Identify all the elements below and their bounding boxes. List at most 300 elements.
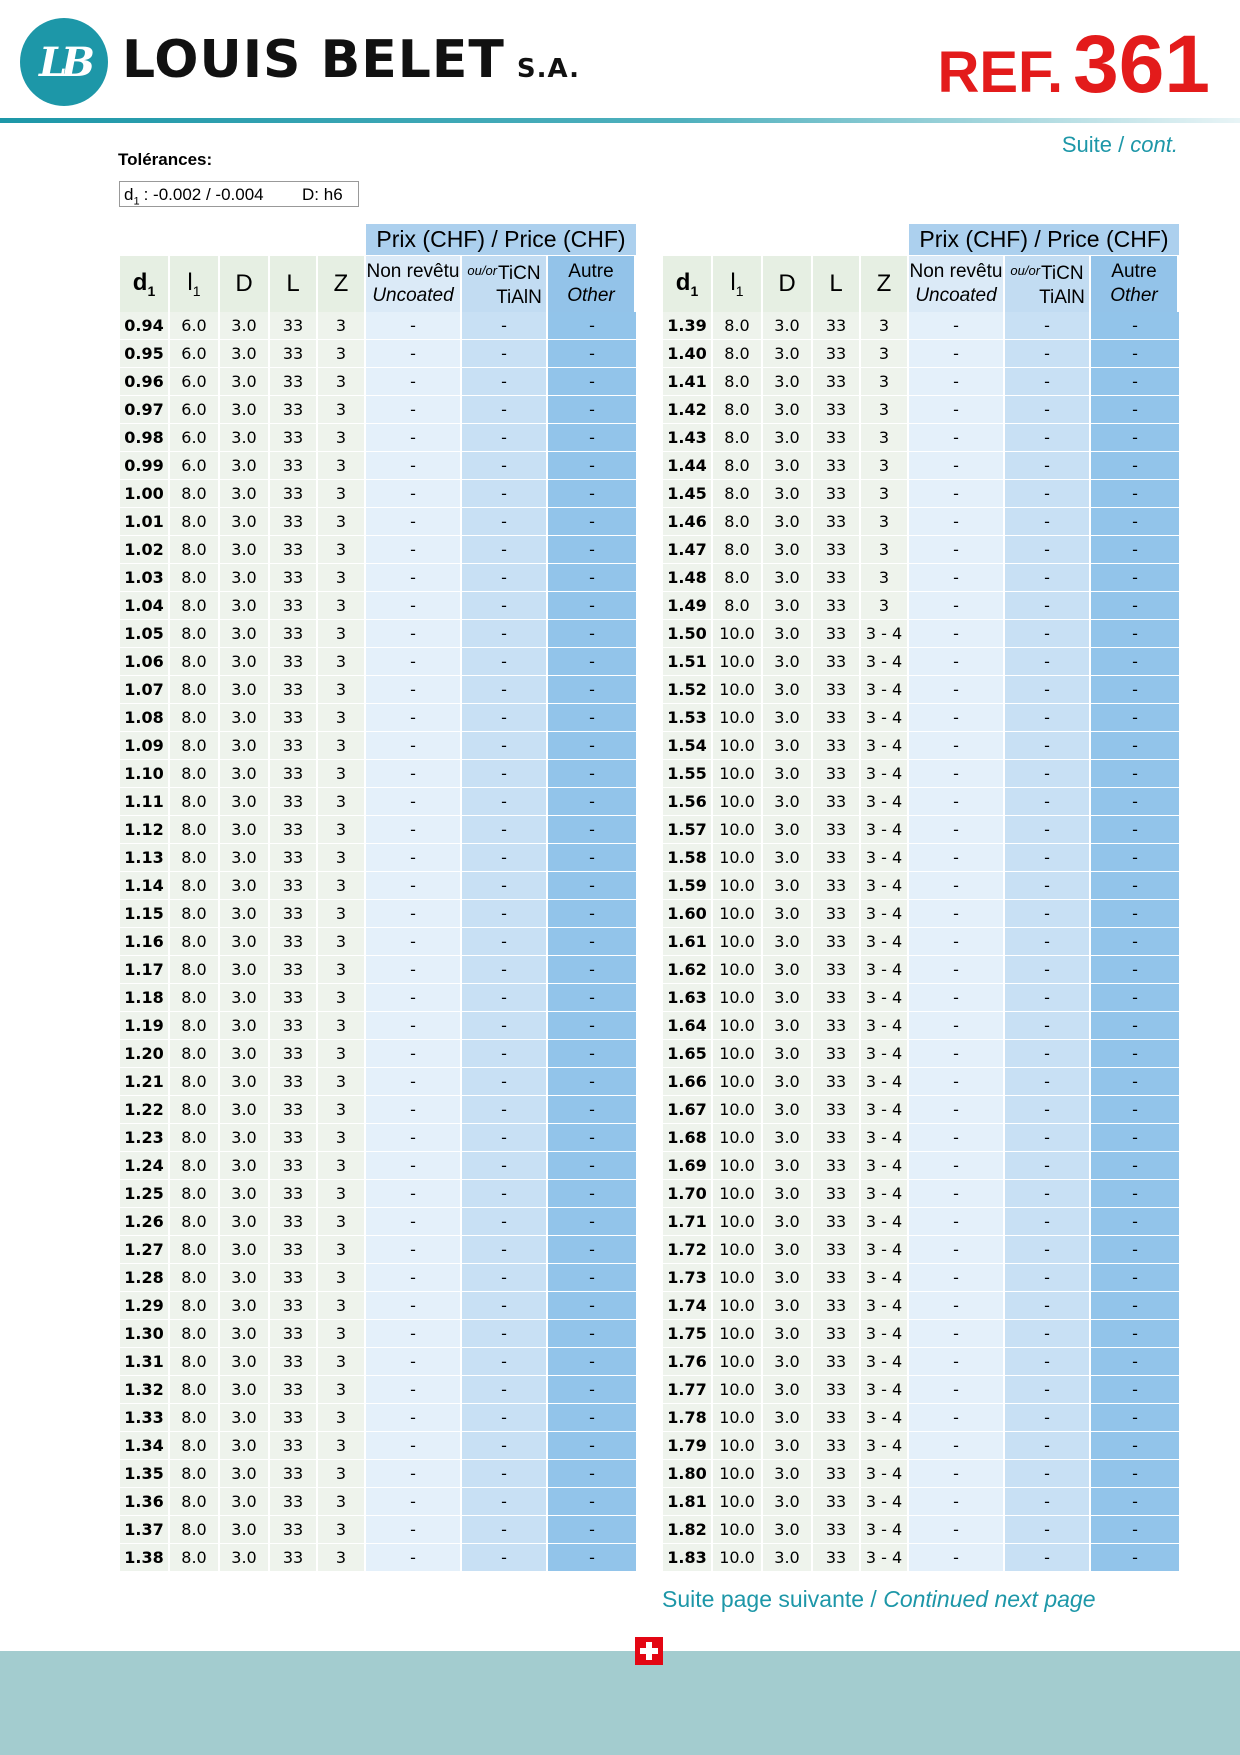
cell-price-uncoated: - [909, 1404, 1005, 1432]
cell-Z: 3 [318, 760, 366, 788]
cell-l1: 8.0 [170, 1292, 220, 1320]
cell-l1: 10.0 [713, 1040, 763, 1068]
cell-L: 33 [270, 480, 318, 508]
cell-D: 3.0 [220, 1096, 270, 1124]
cell-D: 3.0 [763, 424, 813, 452]
cell-Z: 3 [861, 312, 909, 340]
cell-price-uncoated: - [909, 1264, 1005, 1292]
cell-L: 33 [270, 648, 318, 676]
cell-D: 3.0 [763, 788, 813, 816]
cell-price-other: - [1091, 956, 1179, 984]
table-row [120, 648, 636, 676]
cell-l1: 8.0 [170, 536, 220, 564]
table-row [663, 1264, 1179, 1292]
cell-D: 3.0 [220, 1404, 270, 1432]
cell-price-uncoated: - [909, 1348, 1005, 1376]
cell-price-other: - [548, 1180, 636, 1208]
cell-d1: 1.17 [120, 956, 170, 984]
cell-Z: 3 [318, 676, 366, 704]
cell-price-other: - [1091, 1180, 1179, 1208]
col-coated [1005, 256, 1091, 312]
cell-price-other: - [1091, 480, 1179, 508]
cell-Z: 3 - 4 [861, 1432, 909, 1460]
cell-price-other: - [1091, 984, 1179, 1012]
cell-D: 3.0 [220, 1348, 270, 1376]
cell-D: 3.0 [220, 1180, 270, 1208]
company-logo [20, 18, 108, 106]
cell-d1: 1.59 [663, 872, 713, 900]
cell-price-uncoated: - [909, 928, 1005, 956]
cell-price-coated: - [1005, 956, 1091, 984]
cell-price-uncoated: - [366, 676, 462, 704]
cell-D: 3.0 [220, 340, 270, 368]
cell-D: 3.0 [220, 1544, 270, 1572]
cell-Z: 3 [318, 1460, 366, 1488]
cell-D: 3.0 [220, 368, 270, 396]
cell-Z: 3 - 4 [861, 676, 909, 704]
cell-price-other: - [548, 480, 636, 508]
cell-price-other: - [1091, 1292, 1179, 1320]
cell-d1: 1.45 [663, 480, 713, 508]
table-row [663, 732, 1179, 760]
cell-L: 33 [813, 1544, 861, 1572]
table-row [663, 788, 1179, 816]
cell-l1: 8.0 [170, 1068, 220, 1096]
cell-price-uncoated: - [909, 1152, 1005, 1180]
cell-Z: 3 - 4 [861, 1180, 909, 1208]
cell-D: 3.0 [763, 676, 813, 704]
cell-Z: 3 [318, 956, 366, 984]
cell-price-uncoated: - [366, 620, 462, 648]
col-uncoated [366, 256, 462, 312]
cell-d1: 1.48 [663, 564, 713, 592]
cell-Z: 3 - 4 [861, 1544, 909, 1572]
cell-D: 3.0 [763, 1348, 813, 1376]
cell-D: 3.0 [763, 1292, 813, 1320]
cell-l1: 6.0 [170, 312, 220, 340]
logo-monogram: LB [39, 38, 89, 86]
cell-D: 3.0 [763, 1180, 813, 1208]
table-row [120, 1432, 636, 1460]
cell-L: 33 [813, 1320, 861, 1348]
table-row [663, 564, 1179, 592]
cell-price-uncoated: - [366, 1516, 462, 1544]
cell-L: 33 [813, 452, 861, 480]
cell-D: 3.0 [220, 1208, 270, 1236]
cell-l1: 10.0 [713, 1348, 763, 1376]
cell-D: 3.0 [763, 480, 813, 508]
cell-D: 3.0 [763, 816, 813, 844]
col-uncoated-fr: Non revêtu [366, 261, 460, 282]
cell-D: 3.0 [763, 1460, 813, 1488]
cell-price-uncoated: - [366, 1124, 462, 1152]
cell-Z: 3 - 4 [861, 816, 909, 844]
table-row [120, 844, 636, 872]
table-row [663, 704, 1179, 732]
col-coated-ticn: TiCN [1041, 262, 1084, 284]
cell-l1: 10.0 [713, 1124, 763, 1152]
cell-price-other: - [1091, 1096, 1179, 1124]
cell-price-uncoated: - [909, 396, 1005, 424]
cell-price-uncoated: - [909, 788, 1005, 816]
table-row [663, 1096, 1179, 1124]
cell-price-other: - [548, 1012, 636, 1040]
table-row [120, 1516, 636, 1544]
cell-L: 33 [270, 788, 318, 816]
cell-price-uncoated: - [366, 1432, 462, 1460]
cell-l1: 8.0 [170, 1040, 220, 1068]
cell-l1: 8.0 [170, 928, 220, 956]
cell-price-other: - [1091, 900, 1179, 928]
footer-band [0, 1651, 1240, 1755]
cell-Z: 3 - 4 [861, 1152, 909, 1180]
cell-price-uncoated: - [366, 592, 462, 620]
cell-price-uncoated: - [366, 1208, 462, 1236]
cell-price-uncoated: - [909, 1516, 1005, 1544]
cell-l1: 8.0 [713, 592, 763, 620]
cell-Z: 3 - 4 [861, 1488, 909, 1516]
cell-price-other: - [548, 956, 636, 984]
cell-Z: 3 [318, 1180, 366, 1208]
brand-name: LOUIS BELET [122, 30, 505, 90]
cell-l1: 8.0 [170, 564, 220, 592]
cell-Z: 3 [861, 424, 909, 452]
cell-price-uncoated: - [366, 928, 462, 956]
col-coated-tialn: TiAlN [496, 286, 542, 308]
cell-l1: 8.0 [170, 1488, 220, 1516]
cell-price-uncoated: - [909, 816, 1005, 844]
cell-Z: 3 [318, 1152, 366, 1180]
cell-d1: 1.08 [120, 704, 170, 732]
col-l1 [713, 256, 763, 312]
cell-Z: 3 [318, 340, 366, 368]
cell-L: 33 [813, 872, 861, 900]
cell-price-other: - [1091, 620, 1179, 648]
cell-price-uncoated: - [366, 508, 462, 536]
cell-Z: 3 [318, 1264, 366, 1292]
cell-Z: 3 - 4 [861, 1320, 909, 1348]
cell-price-coated: - [1005, 424, 1091, 452]
cell-price-uncoated: - [366, 1040, 462, 1068]
cell-price-coated: - [1005, 1460, 1091, 1488]
cell-price-uncoated: - [366, 396, 462, 424]
cell-price-coated: - [462, 592, 548, 620]
cell-D: 3.0 [220, 536, 270, 564]
cell-D: 3.0 [763, 1544, 813, 1572]
cell-L: 33 [270, 312, 318, 340]
cell-price-other: - [1091, 368, 1179, 396]
cell-price-coated: - [1005, 872, 1091, 900]
cell-l1: 8.0 [170, 1124, 220, 1152]
cell-D: 3.0 [763, 1488, 813, 1516]
cell-Z: 3 [318, 620, 366, 648]
cell-D: 3.0 [763, 956, 813, 984]
cell-D: 3.0 [220, 872, 270, 900]
table-row [120, 424, 636, 452]
cell-price-coated: - [1005, 648, 1091, 676]
table-row [120, 1236, 636, 1264]
cell-L: 33 [270, 1124, 318, 1152]
cell-d1: 1.79 [663, 1432, 713, 1460]
col-uncoated-en: Uncoated [915, 285, 997, 306]
cell-l1: 8.0 [170, 1096, 220, 1124]
cell-Z: 3 - 4 [861, 956, 909, 984]
cell-l1: 10.0 [713, 1404, 763, 1432]
cell-Z: 3 [861, 508, 909, 536]
cell-price-coated: - [1005, 816, 1091, 844]
cell-price-coated: - [1005, 368, 1091, 396]
cell-l1: 6.0 [170, 424, 220, 452]
table-row [663, 424, 1179, 452]
cell-D: 3.0 [763, 1320, 813, 1348]
cell-l1: 8.0 [170, 1544, 220, 1572]
cell-l1: 10.0 [713, 648, 763, 676]
tol-D-label: D: [302, 185, 319, 204]
cell-d1: 1.14 [120, 872, 170, 900]
table-row [120, 1544, 636, 1572]
cell-price-other: - [548, 1488, 636, 1516]
cell-price-other: - [1091, 1040, 1179, 1068]
cell-price-uncoated: - [909, 1544, 1005, 1572]
cell-Z: 3 [318, 1040, 366, 1068]
cell-l1: 10.0 [713, 872, 763, 900]
table-row [120, 508, 636, 536]
cell-price-uncoated: - [366, 1404, 462, 1432]
cell-price-uncoated: - [909, 704, 1005, 732]
cell-Z: 3 - 4 [861, 648, 909, 676]
cell-price-uncoated: - [366, 1348, 462, 1376]
cell-D: 3.0 [220, 732, 270, 760]
cell-price-uncoated: - [909, 1432, 1005, 1460]
cell-l1: 10.0 [713, 1516, 763, 1544]
cell-Z: 3 [318, 1432, 366, 1460]
cell-price-other: - [548, 424, 636, 452]
cell-D: 3.0 [763, 1152, 813, 1180]
cell-price-uncoated: - [366, 564, 462, 592]
cell-l1: 8.0 [170, 704, 220, 732]
cell-D: 3.0 [220, 676, 270, 704]
cell-Z: 3 [861, 396, 909, 424]
cell-price-uncoated: - [366, 956, 462, 984]
cell-price-coated: - [1005, 396, 1091, 424]
cell-l1: 8.0 [170, 900, 220, 928]
cell-L: 33 [270, 900, 318, 928]
cell-l1: 10.0 [713, 1236, 763, 1264]
cell-price-coated: - [462, 536, 548, 564]
cell-Z: 3 - 4 [861, 1516, 909, 1544]
cell-L: 33 [270, 984, 318, 1012]
col-l1-label: l [730, 269, 736, 297]
cell-Z: 3 - 4 [861, 1376, 909, 1404]
cell-l1: 10.0 [713, 620, 763, 648]
tol-d1-sub: 1 [133, 195, 140, 208]
cell-price-other: - [548, 1096, 636, 1124]
cell-price-uncoated: - [366, 816, 462, 844]
cell-price-uncoated: - [909, 592, 1005, 620]
cell-price-coated: - [462, 956, 548, 984]
cell-price-other: - [548, 1292, 636, 1320]
col-uncoated-fr: Non revêtu [909, 261, 1003, 282]
cell-l1: 8.0 [170, 984, 220, 1012]
cell-price-other: - [1091, 1236, 1179, 1264]
cell-price-other: - [1091, 816, 1179, 844]
table-row [120, 1208, 636, 1236]
cell-L: 33 [270, 1516, 318, 1544]
cell-D: 3.0 [763, 928, 813, 956]
cell-price-uncoated: - [909, 508, 1005, 536]
cell-D: 3.0 [763, 1376, 813, 1404]
cell-L: 33 [813, 592, 861, 620]
cell-price-coated: - [1005, 732, 1091, 760]
cell-price-coated: - [462, 424, 548, 452]
cell-L: 33 [813, 648, 861, 676]
cell-price-uncoated: - [909, 368, 1005, 396]
cell-price-other: - [548, 368, 636, 396]
cell-Z: 3 [318, 1544, 366, 1572]
cell-price-uncoated: - [909, 1012, 1005, 1040]
continued-next-en: Continued next page [883, 1586, 1096, 1612]
cell-price-coated: - [1005, 592, 1091, 620]
cell-l1: 10.0 [713, 760, 763, 788]
cell-d1: 1.46 [663, 508, 713, 536]
cell-l1: 10.0 [713, 984, 763, 1012]
cell-price-uncoated: - [366, 1488, 462, 1516]
cell-price-other: - [1091, 928, 1179, 956]
cell-price-uncoated: - [366, 340, 462, 368]
col-d1-label: d [132, 269, 148, 297]
cell-D: 3.0 [763, 452, 813, 480]
cell-price-uncoated: - [366, 480, 462, 508]
cell-price-coated: - [1005, 1180, 1091, 1208]
cell-price-coated: - [462, 368, 548, 396]
table-row [663, 872, 1179, 900]
swiss-flag-icon [635, 1637, 663, 1665]
col-other-en: Other [567, 285, 615, 306]
table-row [120, 368, 636, 396]
reference-number [937, 18, 1210, 112]
cell-L: 33 [270, 956, 318, 984]
cell-l1: 10.0 [713, 1180, 763, 1208]
cell-price-coated: - [1005, 480, 1091, 508]
col-d1 [663, 256, 713, 312]
cell-d1: 1.41 [663, 368, 713, 396]
cell-d1: 1.29 [120, 1292, 170, 1320]
col-other-en: Other [1110, 285, 1158, 306]
cell-d1: 1.44 [663, 452, 713, 480]
cell-l1: 8.0 [713, 340, 763, 368]
tol-D [302, 182, 343, 208]
cell-D: 3.0 [763, 396, 813, 424]
cell-L: 33 [270, 676, 318, 704]
table-row [663, 368, 1179, 396]
cell-Z: 3 [861, 592, 909, 620]
cell-d1: 1.33 [120, 1404, 170, 1432]
col-coated-or: ou/or [1010, 262, 1041, 278]
cell-L: 33 [813, 564, 861, 592]
cell-l1: 6.0 [170, 340, 220, 368]
cell-price-uncoated: - [909, 760, 1005, 788]
cell-D: 3.0 [220, 1040, 270, 1068]
cell-price-coated: - [462, 732, 548, 760]
cell-d1: 1.63 [663, 984, 713, 1012]
cell-Z: 3 - 4 [861, 1068, 909, 1096]
cell-l1: 10.0 [713, 928, 763, 956]
cell-L: 33 [270, 1208, 318, 1236]
cell-Z: 3 [318, 1124, 366, 1152]
cell-l1: 8.0 [170, 620, 220, 648]
cell-l1: 8.0 [170, 732, 220, 760]
table-row [120, 452, 636, 480]
cell-Z: 3 [861, 536, 909, 564]
col-coated-ticn: TiCN [498, 262, 541, 284]
cell-price-uncoated: - [909, 1068, 1005, 1096]
cell-price-uncoated: - [366, 900, 462, 928]
cell-d1: 1.65 [663, 1040, 713, 1068]
cell-price-coated: - [1005, 1236, 1091, 1264]
tol-d1-label: d [124, 185, 134, 204]
col-other [1091, 256, 1179, 312]
cell-L: 33 [270, 620, 318, 648]
cell-d1: 1.38 [120, 1544, 170, 1572]
cell-Z: 3 [318, 816, 366, 844]
cell-L: 33 [813, 956, 861, 984]
cell-price-other: - [1091, 1152, 1179, 1180]
col-D: D [763, 256, 813, 312]
cell-d1: 1.78 [663, 1404, 713, 1432]
cell-l1: 8.0 [713, 536, 763, 564]
cell-price-uncoated: - [366, 844, 462, 872]
cell-price-other: - [548, 788, 636, 816]
cell-d1: 1.23 [120, 1124, 170, 1152]
cell-price-coated: - [462, 676, 548, 704]
cell-price-coated: - [1005, 312, 1091, 340]
cell-l1: 10.0 [713, 1544, 763, 1572]
cell-L: 33 [813, 900, 861, 928]
cell-Z: 3 [318, 1320, 366, 1348]
cell-price-coated: - [1005, 620, 1091, 648]
table-row [120, 1348, 636, 1376]
cell-price-other: - [548, 760, 636, 788]
cell-price-other: - [1091, 844, 1179, 872]
col-d1 [120, 256, 170, 312]
cell-price-coated: - [462, 1376, 548, 1404]
cell-d1: 1.57 [663, 816, 713, 844]
tol-D-value: h6 [323, 185, 343, 204]
cell-price-coated: - [462, 788, 548, 816]
cell-Z: 3 [318, 1404, 366, 1432]
cell-Z: 3 [318, 452, 366, 480]
cell-price-other: - [548, 984, 636, 1012]
cell-price-other: - [548, 312, 636, 340]
cell-d1: 1.01 [120, 508, 170, 536]
cell-D: 3.0 [220, 844, 270, 872]
cell-l1: 8.0 [713, 368, 763, 396]
table-row [120, 1152, 636, 1180]
cell-d1: 1.75 [663, 1320, 713, 1348]
cell-Z: 3 [861, 452, 909, 480]
cell-d1: 1.11 [120, 788, 170, 816]
cell-L: 33 [813, 620, 861, 648]
table-row [663, 592, 1179, 620]
cell-D: 3.0 [763, 1208, 813, 1236]
cell-price-other: - [1091, 1404, 1179, 1432]
cell-price-uncoated: - [366, 1180, 462, 1208]
cell-price-coated: - [462, 312, 548, 340]
cell-price-coated: - [1005, 564, 1091, 592]
cell-price-uncoated: - [366, 872, 462, 900]
cell-price-other: - [1091, 340, 1179, 368]
cell-price-uncoated: - [366, 984, 462, 1012]
